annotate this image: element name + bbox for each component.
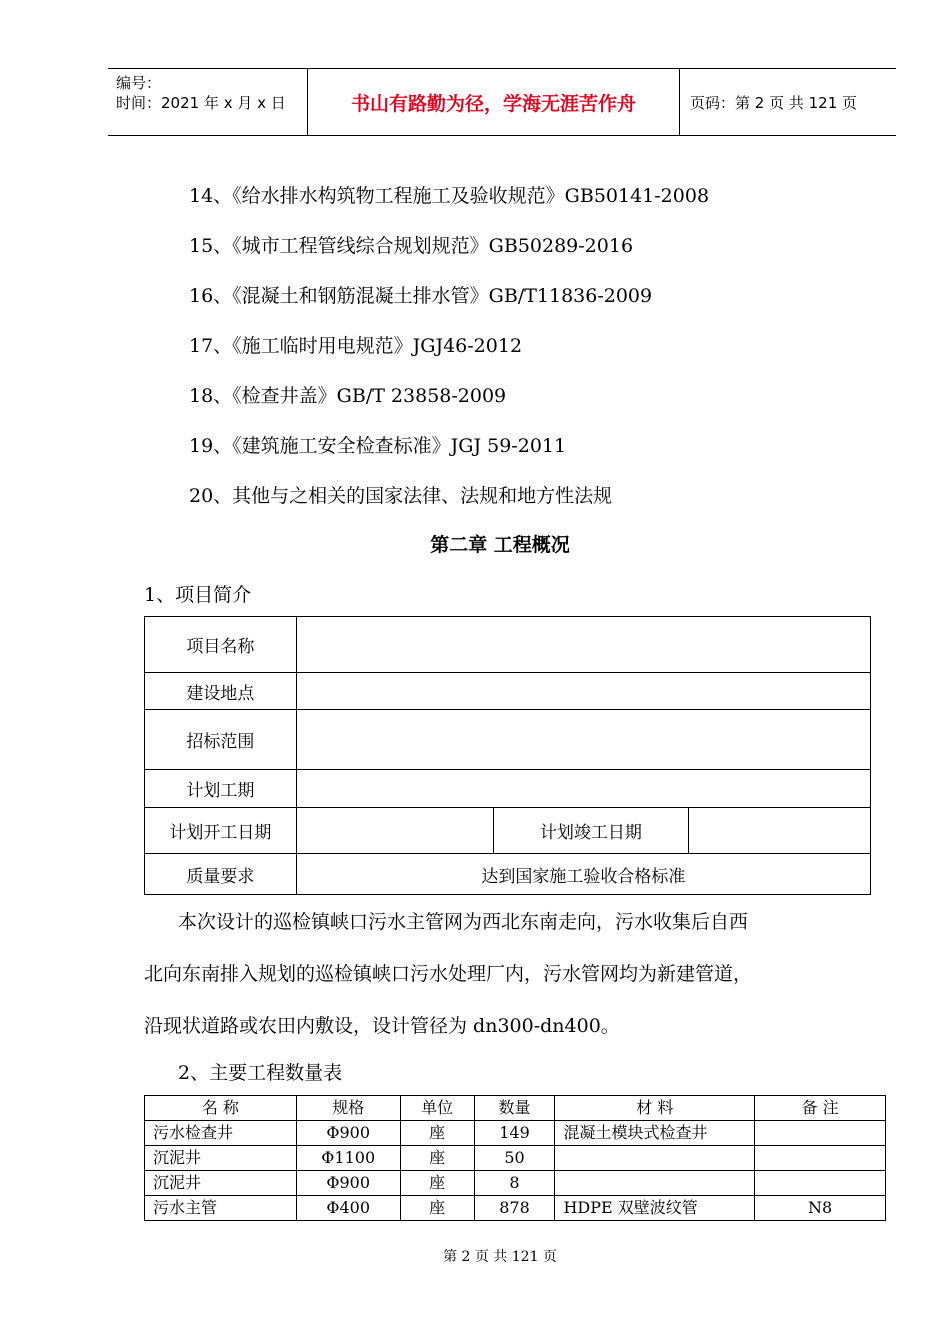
cell-material: HDPE 双壁波纹管 [555, 1196, 755, 1221]
header-meta [108, 69, 308, 135]
project-name-label: 项目名称 [145, 617, 297, 673]
duration-label: 计划工期 [145, 770, 297, 808]
cell-material [555, 1171, 755, 1196]
table-row [145, 770, 871, 808]
cell-remark [755, 1146, 886, 1171]
table-row [145, 617, 871, 673]
cell-spec: Φ900 [296, 1171, 400, 1196]
header-motto: 书山有路勤为径，学海无涯苦作舟 [308, 69, 680, 135]
col-header-qty: 数量 [474, 1096, 555, 1121]
scope-value [296, 710, 870, 770]
table-row [145, 710, 871, 770]
table-row [145, 854, 871, 895]
location-value [296, 673, 870, 710]
cell-remark [755, 1171, 886, 1196]
table-row [145, 808, 871, 854]
end-date-label: 计划竣工日期 [493, 808, 689, 854]
cell-name: 沉泥井 [145, 1146, 297, 1171]
cell-name: 沉泥井 [145, 1171, 297, 1196]
end-date-value [689, 808, 871, 854]
scope-label: 招标范围 [145, 710, 297, 770]
header-page-info: 页码：第 2 页 共 121 页 [690, 93, 858, 112]
cell-spec: Φ900 [296, 1121, 400, 1146]
project-name-value [296, 617, 870, 673]
code-label: 编号： [116, 74, 162, 92]
cell-material [555, 1146, 755, 1171]
chapter-title: 第二章 工程概况 [430, 534, 570, 556]
regulation-item: 16、《混凝土和钢筋混凝土排水管》GB/T11836-2009 [189, 285, 653, 307]
cell-remark [755, 1121, 886, 1146]
cell-qty: 149 [474, 1121, 555, 1146]
page-header [108, 68, 896, 136]
cell-qty: 8 [474, 1171, 555, 1196]
table-row [145, 1196, 886, 1221]
project-info-table [144, 616, 871, 895]
table-header-row [145, 1096, 886, 1121]
cell-remark: N8 [755, 1196, 886, 1221]
cell-unit: 座 [400, 1121, 474, 1146]
start-date-label: 计划开工日期 [145, 808, 297, 854]
col-header-material: 材 料 [555, 1096, 755, 1121]
cell-qty: 878 [474, 1196, 555, 1221]
quantity-table [144, 1095, 886, 1221]
description-line: 北向东南排入规划的巡检镇峡口污水处理厂内，污水管网均为新建管道， [144, 963, 753, 985]
cell-unit: 座 [400, 1196, 474, 1221]
regulation-item: 18、《检查井盖》GB/T 23858-2009 [189, 385, 507, 407]
time-label: 时间：2021 年 x 月 x 日 [116, 94, 286, 112]
regulation-item: 19、《建筑施工安全检查标准》JGJ 59-2011 [189, 435, 567, 457]
regulation-item: 14、《给水排水构筑物工程施工及验收规范》GB50141-2008 [189, 185, 710, 207]
page-footer: 第 2 页 共 121 页 [443, 1249, 557, 1265]
regulation-item: 20、其他与之相关的国家法律、法规和地方性法规 [189, 485, 613, 507]
table-row [145, 673, 871, 710]
cell-name: 污水检查井 [145, 1121, 297, 1146]
section-title-project-intro: 1、项目简介 [144, 584, 252, 606]
quality-label: 质量要求 [145, 854, 297, 895]
regulation-item: 15、《城市工程管线综合规划规范》GB50289-2016 [189, 235, 634, 257]
table-row [145, 1146, 886, 1171]
description-paragraph [144, 896, 874, 1052]
cell-qty: 50 [474, 1146, 555, 1171]
col-header-spec: 规格 [296, 1096, 400, 1121]
cell-unit: 座 [400, 1171, 474, 1196]
cell-material: 混凝土模块式检查井 [555, 1121, 755, 1146]
col-header-remark: 备 注 [755, 1096, 886, 1121]
col-header-unit: 单位 [400, 1096, 474, 1121]
cell-unit: 座 [400, 1146, 474, 1171]
table-row [145, 1171, 886, 1196]
regulation-item: 17、《施工临时用电规范》JGJ46-2012 [189, 335, 523, 357]
cell-name: 污水主管 [145, 1196, 297, 1221]
duration-value [296, 770, 870, 808]
location-label: 建设地点 [145, 673, 297, 710]
section-title-quantity: 2、主要工程数量表 [178, 1062, 343, 1084]
cell-spec: Φ1100 [296, 1146, 400, 1171]
description-line: 本次设计的巡检镇峡口污水主管网为西北东南走向，污水收集后自西 [178, 911, 749, 933]
start-date-value [296, 808, 493, 854]
table-row [145, 1121, 886, 1146]
quality-value: 达到国家施工验收合格标准 [296, 854, 870, 895]
description-line: 沿现状道路或农田内敷设，设计管径为 dn300-dn400。 [144, 1015, 620, 1037]
cell-spec: Φ400 [296, 1196, 400, 1221]
col-header-name: 名 称 [145, 1096, 297, 1121]
